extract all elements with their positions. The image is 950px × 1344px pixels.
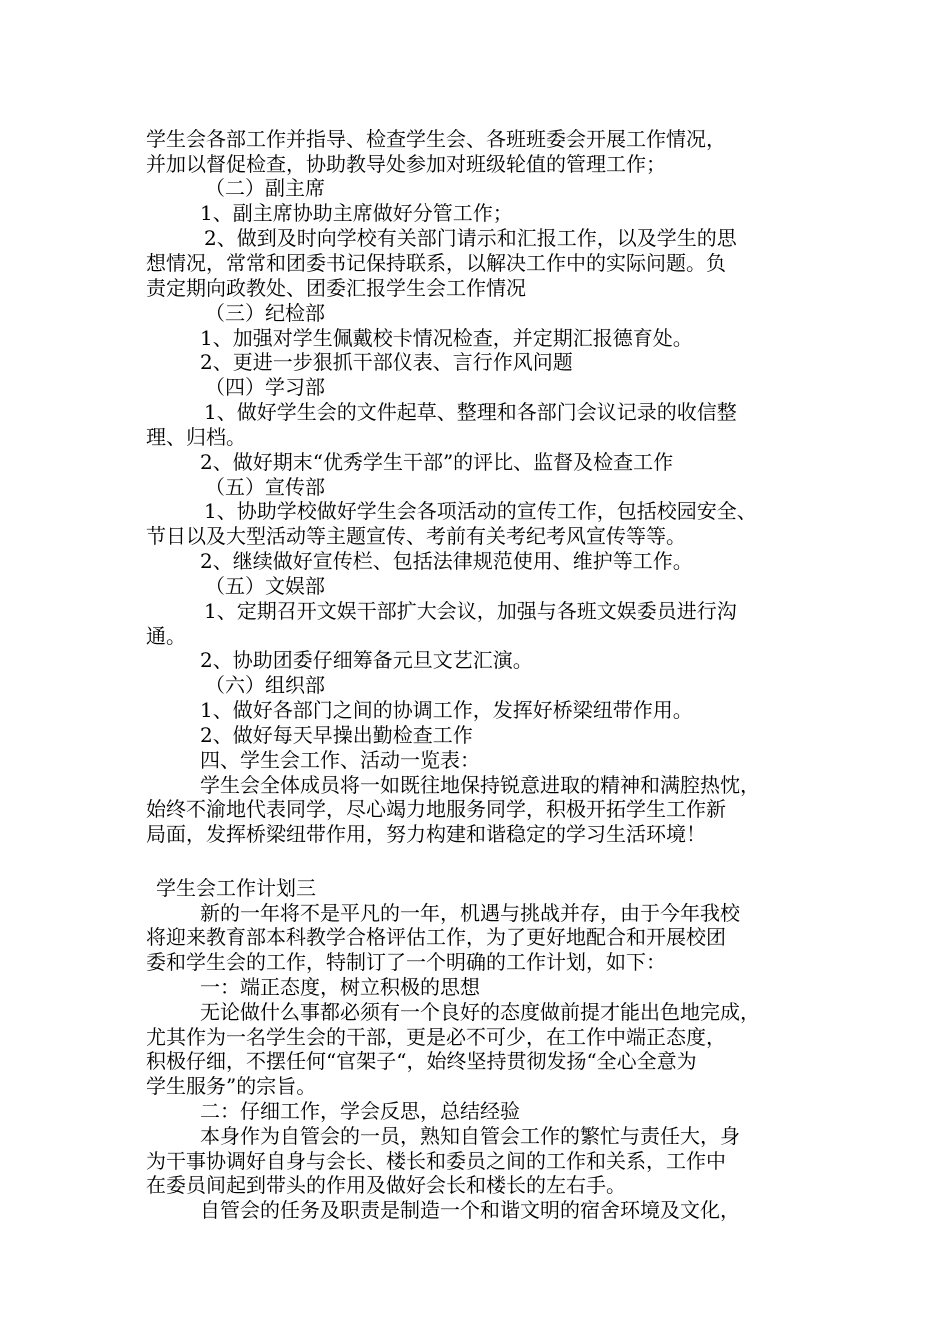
section-heading: （五）文娱部 xyxy=(205,574,325,598)
text-line: 始终不渝地代表同学，尽心竭力地服务同学，积极开拓学生工作新 xyxy=(146,797,726,821)
text-line: 节日以及大型活动等主题宣传、考前有关考纪考风宣传等等。 xyxy=(146,524,686,548)
section-heading: （二）副主席 xyxy=(205,176,325,200)
text-line: 理、归档。 xyxy=(146,425,246,449)
text-line: 2、继续做好宣传栏、包括法律规范使用、维护等工作。 xyxy=(200,549,693,573)
text-line: 1、做好各部门之间的协调工作，发挥好桥梁纽带作用。 xyxy=(200,698,693,722)
text-line: 在委员间起到带头的作用及做好会长和楼长的左右手。 xyxy=(146,1173,626,1197)
text-line: 为干事协调好自身与会长、楼长和委员之间的工作和关系，工作中 xyxy=(146,1149,726,1173)
text-line: 2、做好每天早操出勤检查工作 xyxy=(200,723,473,747)
text-line: 将迎来教育部本科教学合格评估工作，为了更好地配合和开展校团 xyxy=(146,925,726,949)
section-heading: 一：端正态度，树立积极的思想 xyxy=(200,975,480,999)
text-line: 委和学生会的工作，特制订了一个明确的工作计划，如下： xyxy=(146,950,666,974)
section-heading: （三）纪检部 xyxy=(205,301,325,325)
section-heading: 二：仔细工作，学会反思，总结经验 xyxy=(200,1099,520,1123)
text-line: 2、做到及时向学校有关部门请示和汇报工作，以及学生的思 xyxy=(204,226,737,250)
text-line: 1、做好学生会的文件起草、整理和各部门会议记录的收信整 xyxy=(204,400,737,424)
text-line: 想情况，常常和团委书记保持联系，以解决工作中的实际问题。负 xyxy=(146,251,726,275)
text-line: 学生会各部工作并指导、检查学生会、各班班委会开展工作情况， xyxy=(146,127,726,151)
text-line: 1、副主席协助主席做好分管工作； xyxy=(200,201,513,225)
text-line: 自管会的任务及职责是制造一个和谐文明的宿舍环境及文化， xyxy=(200,1198,740,1222)
document-title: 学生会工作计划三 xyxy=(156,876,316,900)
section-heading: 四、学生会工作、活动一览表： xyxy=(200,748,480,772)
text-line: 新的一年将不是平凡的一年，机遇与挑战并存，由于今年我校 xyxy=(200,901,740,925)
text-line: 2、更进一步狠抓干部仪表、言行作风问题 xyxy=(200,350,573,374)
text-line: 学生服务”的宗旨。 xyxy=(146,1074,317,1098)
text-line: 学生会全体成员将一如既往地保持锐意进取的精神和满腔热忱， xyxy=(200,773,760,797)
text-line: 2、做好期末“优秀学生干部”的评比、监督及检查工作 xyxy=(200,450,674,474)
text-line: 责定期向政教处、团委汇报学生会工作情况 xyxy=(146,276,526,300)
text-line: 1、加强对学生佩戴校卡情况检查，并定期汇报德育处。 xyxy=(200,326,693,350)
text-line: 通。 xyxy=(146,624,186,648)
text-line: 2、协助团委仔细筹备元旦文艺汇演。 xyxy=(200,648,533,672)
section-heading: （六）组织部 xyxy=(205,673,325,697)
text-line: 1、定期召开文娱干部扩大会议，加强与各班文娱委员进行沟 xyxy=(204,599,737,623)
text-line: 本身作为自管会的一员，熟知自管会工作的繁忙与责任大，身 xyxy=(200,1124,740,1148)
text-line: 1、协助学校做好学生会各项活动的宣传工作，包括校园安全、 xyxy=(204,499,757,523)
text-line: 无论做什么事都必须有一个良好的态度做前提才能出色地完成， xyxy=(200,1000,760,1024)
text-line: 局面，发挥桥梁纽带作用，努力构建和谐稳定的学习生活环境！ xyxy=(146,822,706,846)
text-line: 积极仔细，不摆任何“官架子“，始终坚持贯彻发扬“全心全意为 xyxy=(146,1049,697,1073)
text-line: 并加以督促检查，协助教导处参加对班级轮值的管理工作； xyxy=(146,152,666,176)
text-line: 尤其作为一名学生会的干部，更是必不可少，在工作中端正态度， xyxy=(146,1025,726,1049)
section-heading: （五）宣传部 xyxy=(205,475,325,499)
section-heading: （四）学习部 xyxy=(205,375,325,399)
